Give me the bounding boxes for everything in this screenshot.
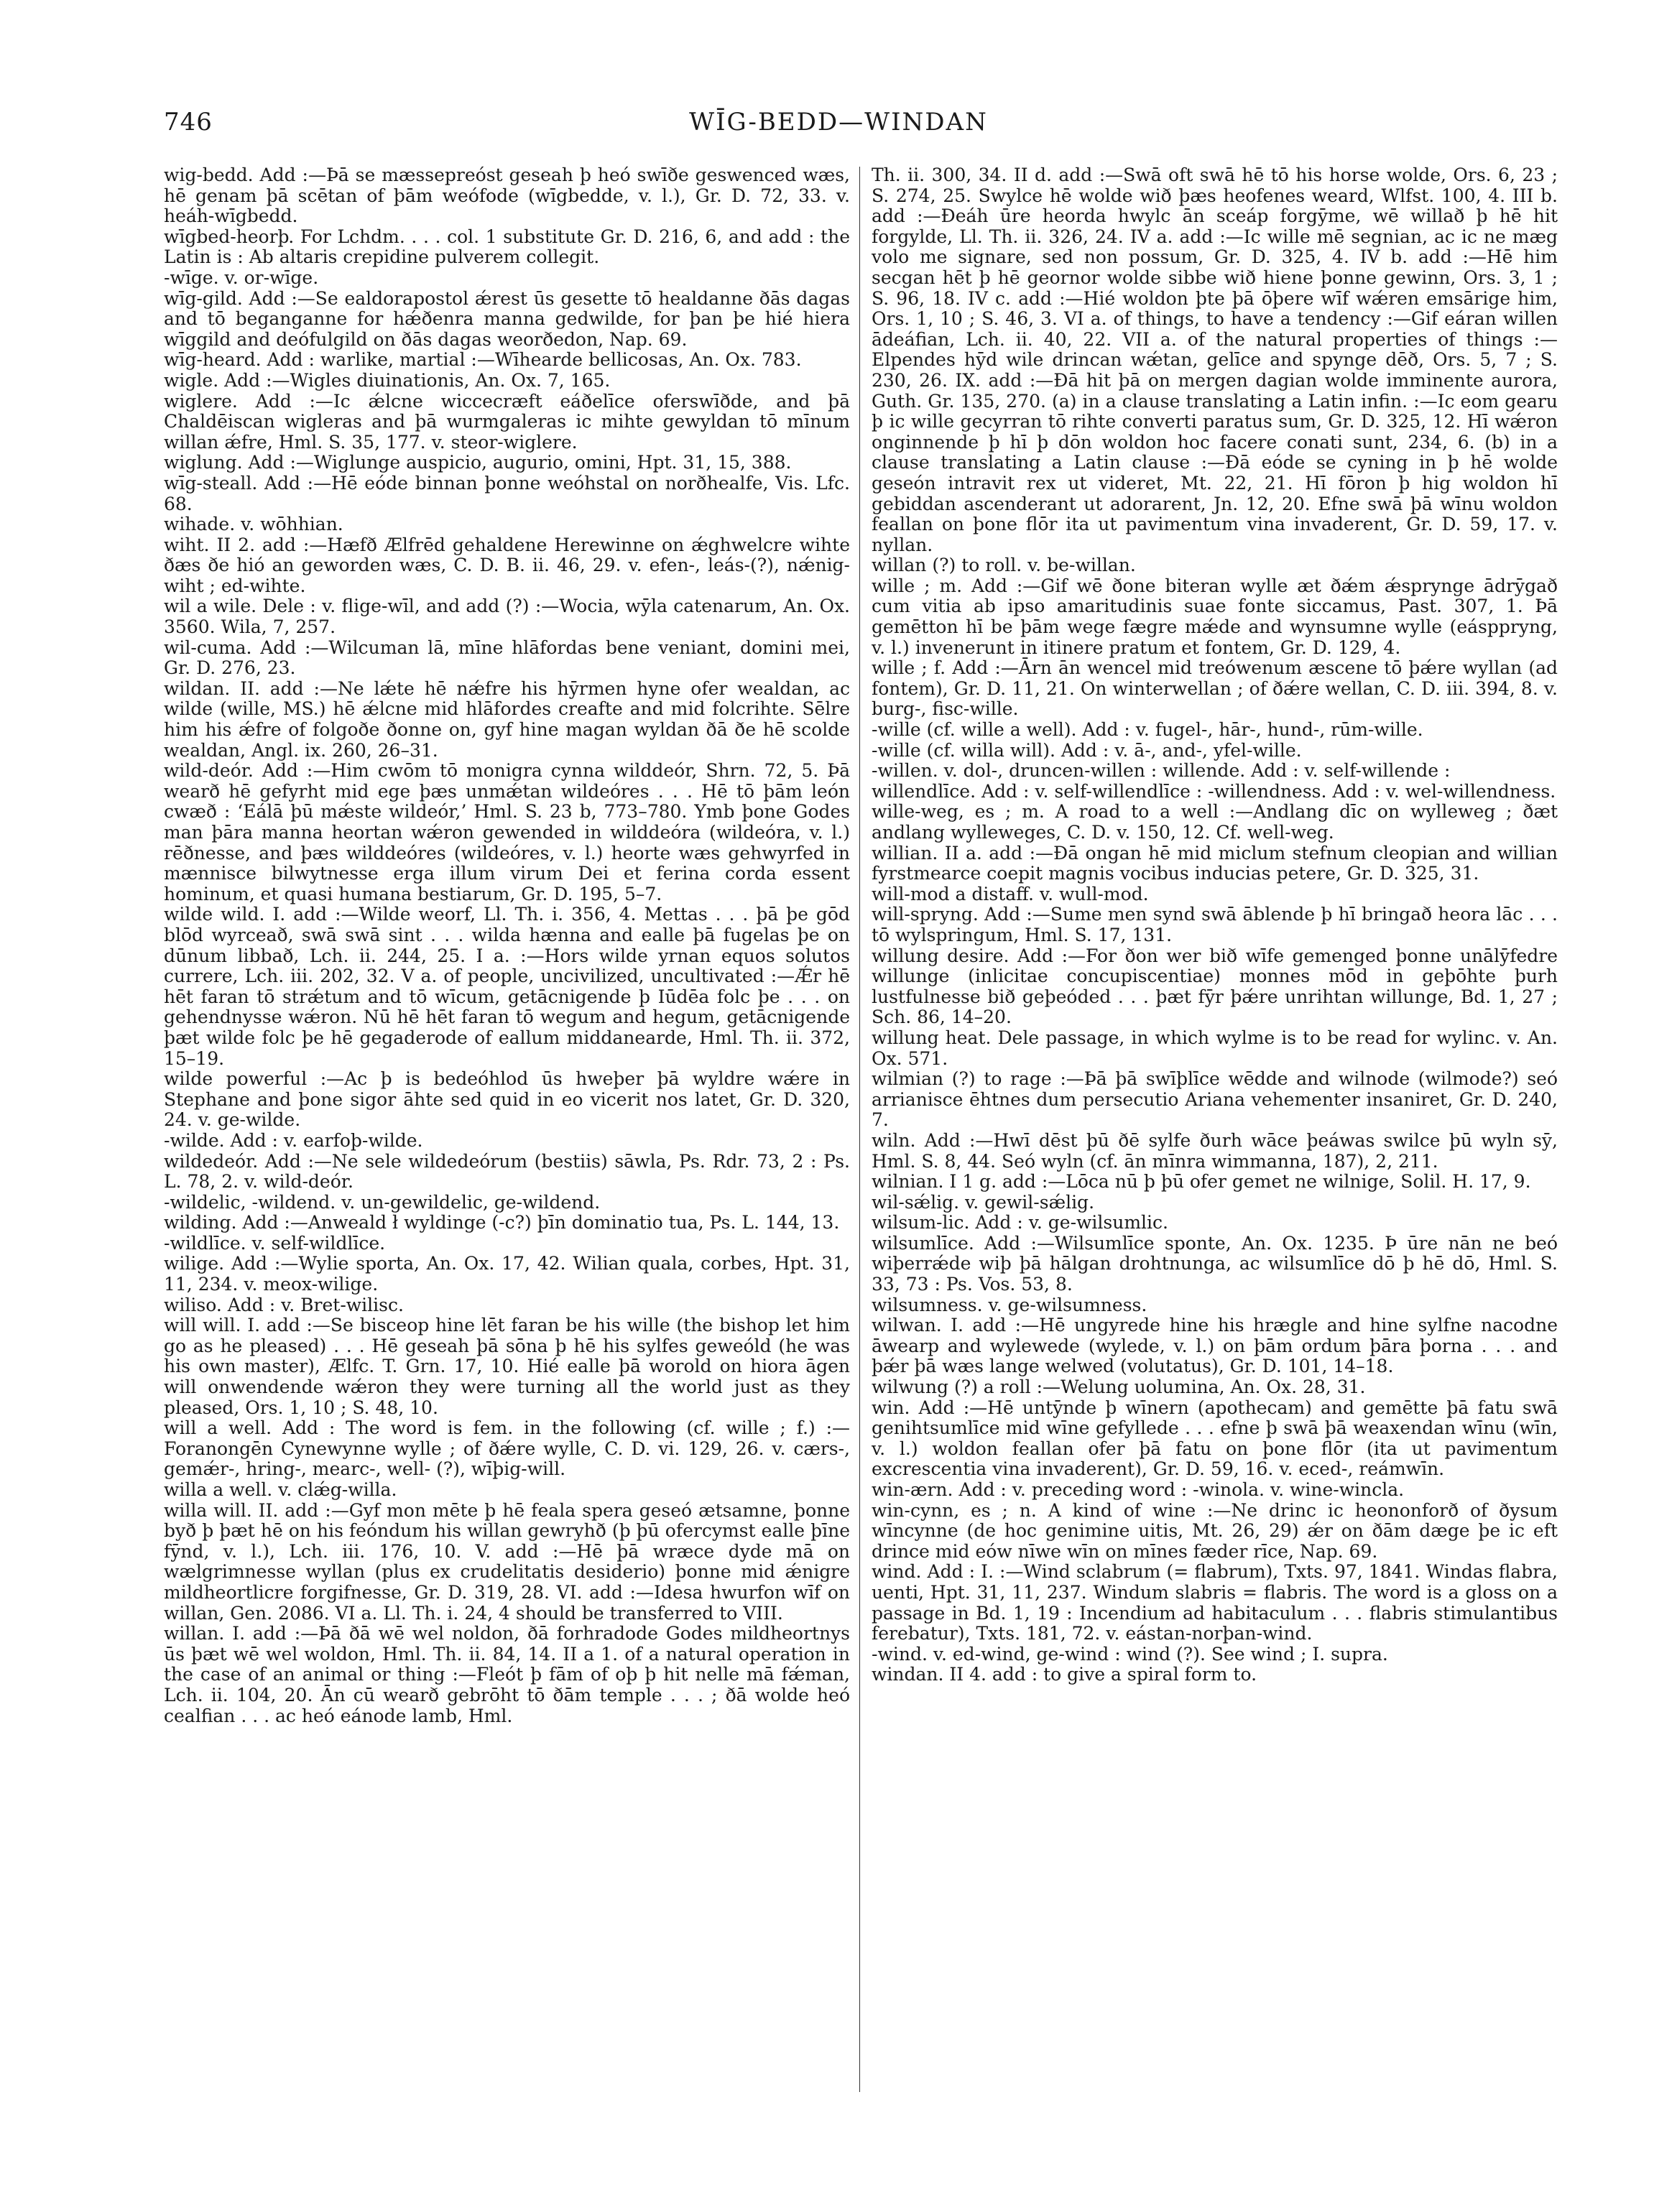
dictionary-entry: -wildlīce. v. self-wildlīce. [164, 1232, 386, 1254]
dictionary-entry: wilde wild. I. add :—Wilde weorf, Ll. Th. i. 356, 4. Mettas . . . þā þe gōd blōd wyrceað, swā swā sint . . . wilda hænna and ealle þā fugelas þe on dūnum libbað, Lch. ii. 244, 25. I a. :—Hors wilde yrnan equos solutos currere, Lch. iii. 202, 32. V a. of people, uncivilized, uncultivated :—Ǽr hē hēt faran tō strǽtum and tō wīcum, getācnigende þ Iūdēa folc þe . . . on gehendnysse wǽron. Nū hē hēt faran tō wegum and hegum, getācnigende þæt wilde folc þe hē gegaderode of eallum middanearde, Hml. Th. ii. 372, 15–19. [164, 904, 856, 1069]
dictionary-entry: willung desire. Add :—For ðon wer bið wīfe gemenged þonne unālȳfedre willunge (inlicitae concupiscentiae) monnes mōd in geþōhte þurh lustfulnesse bið geþeóded . . . þæt fȳr þǽre unrihtan willunge, Bd. 1, 27 ; Sch. 86, 14–20. [872, 945, 1563, 1028]
dictionary-entry: Th. ii. 300, 34. II d. add :—Swā oft swā hē tō his horse wolde, Ors. 6, 23 ; S. 274, 25. Swylce hē wolde wið þæs heofenes weard, Wlfst. 100, 4. III b. add :—Ðeáh ūre heorda hwylc ān sceáp forgȳme, wē willað þ hē hit forgylde, Ll. Th. ii. 326, 24. IV a. add :—Ic wille mē segnian, ac ic ne mæg volo me signare, sed non possum, Gr. D. 325, 4. IV b. add :—Hē him secgan hēt þ hē geornor wolde sibbe wið hiene þonne gewinn, Ors. 3, 1 ; S. 96, 18. IV c. add :—Hié woldon þte þā ōþere wīf wǽren emsārige him, Ors. 1, 10 ; S. 46, 3. VI a. of things, to have a tendency :—Gif eáran willen ādeáfian, Lch. ii. 40, 22. VII a. of the natural properties of things :—Elpendes hȳd wile drincan wǽtan, gelīce and spynge dēð, Ors. 5, 7 ; S. 230, 26. IX. add :—Ðā hit þā on mergen dagian wolde imminente aurora, Guth. Gr. 135, 270. (a) in a clause translating a Latin infin. :—Ic eom gearu þ ic wille gecyrran tō rihte converti paratus sum, Gr. D. 325, 12. Hī wǽron onginnende þ hī þ dōn woldon hoc facere conati sunt, 234, 6. (b) in a clause translating a Latin clause :—Ðā eóde se cyning in þ hē wolde geseón intravit rex ut videret, Mt. 22, 21. Hī fōron þ hig woldon hī gebiddan ascenderant ut adorarent, Jn. 12, 20. Efne swā þā wīnu woldon feallan on þone flōr ita ut pavimentum vina invaderent, Gr. D. 59, 17. v. nyllan. [872, 165, 1563, 555]
dictionary-entry: wildan. II. add :—Ne lǽte hē nǽfre his hȳrmen hyne ofer wealdan, ac wilde (wille, MS.) hē ǽlcne mid hlāfordes creafte and mid folcrihte. Sēlre him his ǽfre of folgoðe ðonne on, gyf hine magan wyldan ðā ðe hē scolde wealdan, Angl. ix. 260, 26–31. [164, 677, 856, 761]
dictionary-entry: wil-sǽlig. v. gewil-sǽlig. [872, 1191, 1095, 1213]
dictionary-entry: willendlīce. Add : v. self-willendlīce : -willendness. Add : v. wel-willendness. [872, 780, 1556, 802]
running-head: WĪG-BEDD—WINDAN [689, 108, 988, 136]
dictionary-entry: win. Add :—Hē untȳnde þ wīnern (apothecam) and gemētte þā fatu swā genihtsumlīce mid wīne gefyllede . . . efne þ swā þā weaxendan wīnu (wīn, v. l.) woldon feallan ofer þā fatu on þone flōr (ita ut pavimentum excrescentia vina invaderent), Gr. D. 59, 16. v. eced-, reámwīn. [872, 1397, 1563, 1480]
dictionary-entry: wīg-heard. Add : warlike, martial :—Wīhearde bellicosas, An. Ox. 783. [164, 349, 802, 371]
dictionary-entry: wiglere. Add :—Ic ǽlcne wiccecræft eáðelīce oferswīðde, and þā Chaldēiscan wigleras and þā wurmgaleras ic mihte gewyldan tō mīnum willan ǽfre, Hml. S. 35, 177. v. steor-wiglere. [164, 390, 856, 453]
dictionary-entry: -wildelic, -wildend. v. un-gewildelic, ge-wildend. [164, 1191, 601, 1213]
dictionary-entry: wīg-steall. Add :—Hē eóde binnan þonne weóhstal on norðhealfe, Vis. Lfc. 68. [164, 472, 856, 514]
dictionary-entry: willa will. II. add :—Gyf mon mēte þ hē feala spera geseó ætsamne, þonne byð þ þæt hē on his feóndum his willan gewryhð (þ þū ofercymst ealle þīne fȳnd, v. l.), Lch. iii. 176, 10. V. add :—Hē þā wræce dyde mā on wælgrimnesse wyllan (plus ex crudelitatis desiderio) þonne mid ǽnigre mildheortlicre forgifnesse, Gr. D. 319, 28. VI. add :—Idesa hwurfon wīf on willan, Gen. 2086. VI a. Ll. Th. i. 24, 4 should be transferred to VIII. [164, 1499, 856, 1624]
dictionary-entry: wille ; f. Add :—Ārn ān wencel mid treówenum æscene tō þǽre wyllan (ad fontem), Gr. D. 11, 21. On winterwellan ; of ðǽre wellan, C. D. iii. 394, 8. v. burg-, fisc-wille. [872, 657, 1563, 720]
dictionary-entry: -wille (cf. willa will). Add : v. ā-, and-, yfel-wille. [872, 739, 1302, 761]
dictionary-entry: wilding. Add :—Anweald ł wyldinge (-c?) þīn dominatio tua, Ps. L. 144, 13. [164, 1212, 840, 1234]
dictionary-entry: willan (?) to roll. v. be-willan. [872, 555, 1136, 576]
dictionary-entry: willa a well. v. clǽg-willa. [164, 1479, 397, 1500]
dictionary-entry: wiliso. Add : v. Bret-wilisc. [164, 1294, 404, 1315]
dictionary-entry: -wīge. v. or-wīge. [164, 267, 319, 288]
column-divider [859, 167, 860, 2092]
dictionary-entry: wilsumlīce. Add :—Wilsumlīce sponte, An. Ox. 1235. Þ ūre nān ne beó wiþerrǽde wiþ þā hālgan drohtnunga, ac wilsumlīce dō þ hē dō, Hml. S. 33, 73 : Ps. Vos. 53, 8. [872, 1232, 1563, 1295]
right-column [872, 165, 1563, 1685]
dictionary-entry: wilsumness. v. ge-wilsumness. [872, 1294, 1147, 1315]
dictionary-entry: wīg-gild. Add :—Se ealdorapostol ǽrest ūs gesette tō healdanne ðās dagas and tō beganganne for hǽðenra manna gedwilde, for þan þe hié hiera wīggild and deófulgild on ðās dagas weorðedon, Nap. 69. [164, 287, 856, 350]
dictionary-entry: willan. I. add :—Þā ðā wē wel noldon, ðā forhradode Godes mildheortnys ūs þæt wē wel woldon, Hml. Th. ii. 84, 14. II a 1. of a natural operation in the case of an animal or thing :—Fleót þ fām of oþ þ hit nelle mā fǽman, Lch. ii. 104, 20. Ān cū wearð gebrōht tō ðām temple . . . ; ðā wolde heó cealfian . . . ac heó eánode lamb, Hml. [164, 1623, 856, 1726]
dictionary-entry: windan. II 4. add : to give a spiral form to. [872, 1664, 1257, 1685]
dictionary-entry: -wind. v. ed-wind, ge-wind : wind (?). See wind ; I. supra. [872, 1643, 1388, 1665]
dictionary-entry: wigle. Add :—Wigles diuinationis, An. Ox. 7, 165. [164, 369, 611, 391]
dictionary-entry: wil a wile. Dele : v. flige-wīl, and add (?) :—Wocia, wȳla catenarum, An. Ox. 3560. Wila, 7, 257. [164, 596, 856, 638]
dictionary-entry: wildedeór. Add :—Ne sele wildedeórum (bestiis) sāwla, Ps. Rdr. 73, 2 : Ps. L. 78, 2. v. wild-deór. [164, 1150, 856, 1193]
dictionary-entry: wilwung (?) a roll :—Welung uolumina, An. Ox. 28, 31. [872, 1376, 1366, 1398]
dictionary-entry: wind. Add : I. :—Wind sclabrum (= flabrum), Txts. 97, 1841. Windas flabra, uenti, Hpt. 31, 11, 237. Windum slabris = flabris. The word is a gloss on a passage in Bd. 1, 19 : Incendium ad habitaculum . . . flabris stimulantibus ferebatur), Txts. 181, 72. v. eástan-norþan-wind. [872, 1561, 1563, 1644]
left-column [164, 165, 856, 1726]
dictionary-entry: will-mod a distaff. v. wull-mod. [872, 883, 1149, 904]
dictionary-entry: wilmian (?) to rage :—Þā þā swīþlīce wēdde and wilnode (wilmode?) seó arrianisce ēhtnes dum persecutio Ariana vehementer insaniret, Gr. D. 240, 7. [872, 1068, 1563, 1131]
dictionary-entry: wiglung. Add :—Wiglunge auspicio, augurio, omini, Hpt. 31, 15, 388. [164, 452, 792, 473]
dictionary-entry: wilde powerful :—Ac þ is bedeóhlod ūs hweþer þā wyldre wǽre in Stephane and þone sigor āhte sed quid in eo vicerit nos latet, Gr. D. 320, 24. v. ge-wilde. [164, 1068, 856, 1131]
dictionary-entry: wiht. II 2. add :—Hæfð Ælfrēd gehaldene Herewinne on ǽghwelcre wihte ðæs ðe hió an geworden wæs, C. D. B. ii. 46, 29. v. efen-, leás-(?), nǽnig-wiht ; ed-wihte. [164, 534, 856, 596]
dictionary-entry: wille ; m. Add :—Gif wē ðone biteran wylle æt ðǽm ǽsprynge ādrȳgað cum vitia ab ipso amaritudinis suae fonte siccamus, Past. 307, 1. Þā gemētton hī be þām wege fægre mǽde and wynsumne wylle (eásppryng, v. l.) invenerunt in itinere pratum et fontem, Gr. D. 129, 4. [872, 575, 1563, 658]
dictionary-entry: will a well. Add : The word is fem. in the following (cf. wille ; f.) :—Foranongēn Cynewynne wylle ; of ðǽre wylle, C. D. vi. 129, 26. v. cærs-, gemǽr-, hring-, mearc-, well- (?), wīþig-will. [164, 1417, 856, 1480]
dictionary-entry: -wilde. Add : v. earfoþ-wilde. [164, 1129, 423, 1151]
dictionary-entry: willian. II a. add :—Ðā ongan hē mid miclum stefnum cleopian and willian fyrstmearce coepit magnis vocibus inducias petere, Gr. D. 325, 31. [872, 842, 1563, 884]
dictionary-entry: wihade. v. wōhhian. [164, 514, 343, 535]
dictionary-entry: wild-deór. Add :—Him cwōm tō monigra cynna wilddeór, Shrn. 72, 5. Þā wearð hē gefyrht mid ege þæs unmǽtan wildeóres . . . Hē tō þām león cwæð : ‘Eálā þū mǽste wildeór,’ Hml. S. 23 b, 773–780. Ymb þone Godes man þāra manna heortan wǽron gewended in wilddeóra (wildeóra, v. l.) rēðnesse, and þæs wilddeóres (wildeóres, v. l.) heorte wæs gehwyrfed in mænnisce bilwytnesse erga illum virum Dei et ferina corda essent hominum, et quasi humana bestiarum, Gr. D. 195, 5–7. [164, 760, 856, 904]
dictionary-entry: wilige. Add :—Wylie sporta, An. Ox. 17, 42. Wilian quala, corbes, Hpt. 31, 11, 234. v. meox-wilige. [164, 1253, 856, 1295]
dictionary-entry: wiln. Add :—Hwī dēst þū ðē sylfe ðurh wāce þeáwas swilce þū wyln sȳ, Hml. S. 8, 44. Seó wyln (cf. ān mīnra wimmanna, 187), 2, 211. [872, 1129, 1563, 1172]
dictionary-entry: wille-weg, es ; m. A road to a well :—Andlang dīc on wylleweg ; ðæt andlang wylleweges, C. D. v. 150, 12. Cf. well-weg. [872, 801, 1563, 843]
dictionary-entry: will will. I. add :—Se bisceop hine lēt faran be his wille (the bishop let him go as he pleased) . . . Hē geseah þā sōna þ hē his sylfes geweóld (he was his own master), Ælfc. T. Grn. 17, 10. Hié ealle þā worold on hiora āgen will onwendende wǽron they were turning all the world just as they pleased, Ors. 1, 10 ; S. 48, 10. [164, 1315, 856, 1418]
page-number: 746 [164, 108, 213, 136]
dictionary-entry: wig-bedd. Add :—Þā se mæssepreóst geseah þ heó swīðe geswenced wæs, hē genam þā scētan of þām weófode (wīgbedde, v. l.), Gr. D. 72, 33. v. heáh-wīgbedd. [164, 165, 856, 227]
dictionary-entry: wilnian. I 1 g. add :—Lōca nū þ þū ofer gemet ne wilnige, Solil. H. 17, 9. [872, 1171, 1531, 1193]
dictionary-entry: willung heat. Dele passage, in which wylme is to be read for wylinc. v. An. Ox. 571. [872, 1027, 1563, 1069]
dictionary-entry: -wille (cf. wille a well). Add : v. fugel-, hār-, hund-, rūm-wille. [872, 719, 1423, 741]
dictionary-entry: wil-cuma. Add :—Wilcuman lā, mīne hlāfordas bene veniant, domini mei, Gr. D. 276, 23. [164, 637, 856, 679]
dictionary-entry: wilwan. I. add :—Hē ungyrede hine his hrægle and hine sylfne nacodne āwearp and wylewede (wylede, v. l.) on þām ordum þāra þorna . . . and þǽr þā wæs lange welwed (volutatus), Gr. D. 101, 14–18. [872, 1315, 1563, 1377]
dictionary-entry: wīgbed-heorþ. For Lchdm. . . . col. 1 substitute Gr. D. 216, 6, and add : the Latin is : Ab altaris crepidine pulverem collegit. [164, 226, 856, 268]
dictionary-entry: will-spryng. Add :—Sume men synd swā āblende þ hī bringað heora lāc . . . tō wylspringum, Hml. S. 17, 131. [872, 904, 1563, 945]
dictionary-entry: win-ærn. Add : v. preceding word : -winola. v. wine-wincla. [872, 1479, 1405, 1500]
dictionary-entry: wilsum-lic. Add : v. ge-wilsumlic. [872, 1212, 1169, 1234]
dictionary-entry: -willen. v. dol-, druncen-willen : willende. Add : v. self-willende : [872, 760, 1451, 782]
dictionary-entry: win-cynn, es ; n. A kind of wine :—Ne drinc ic heononforð of ðysum wīncynne (de hoc genimine uitis, Mt. 26, 29) ǽr on ðām dæge þe ic eft drince mid eów nīwe wīn on mīnes fæder rīce, Nap. 69. [872, 1499, 1563, 1562]
